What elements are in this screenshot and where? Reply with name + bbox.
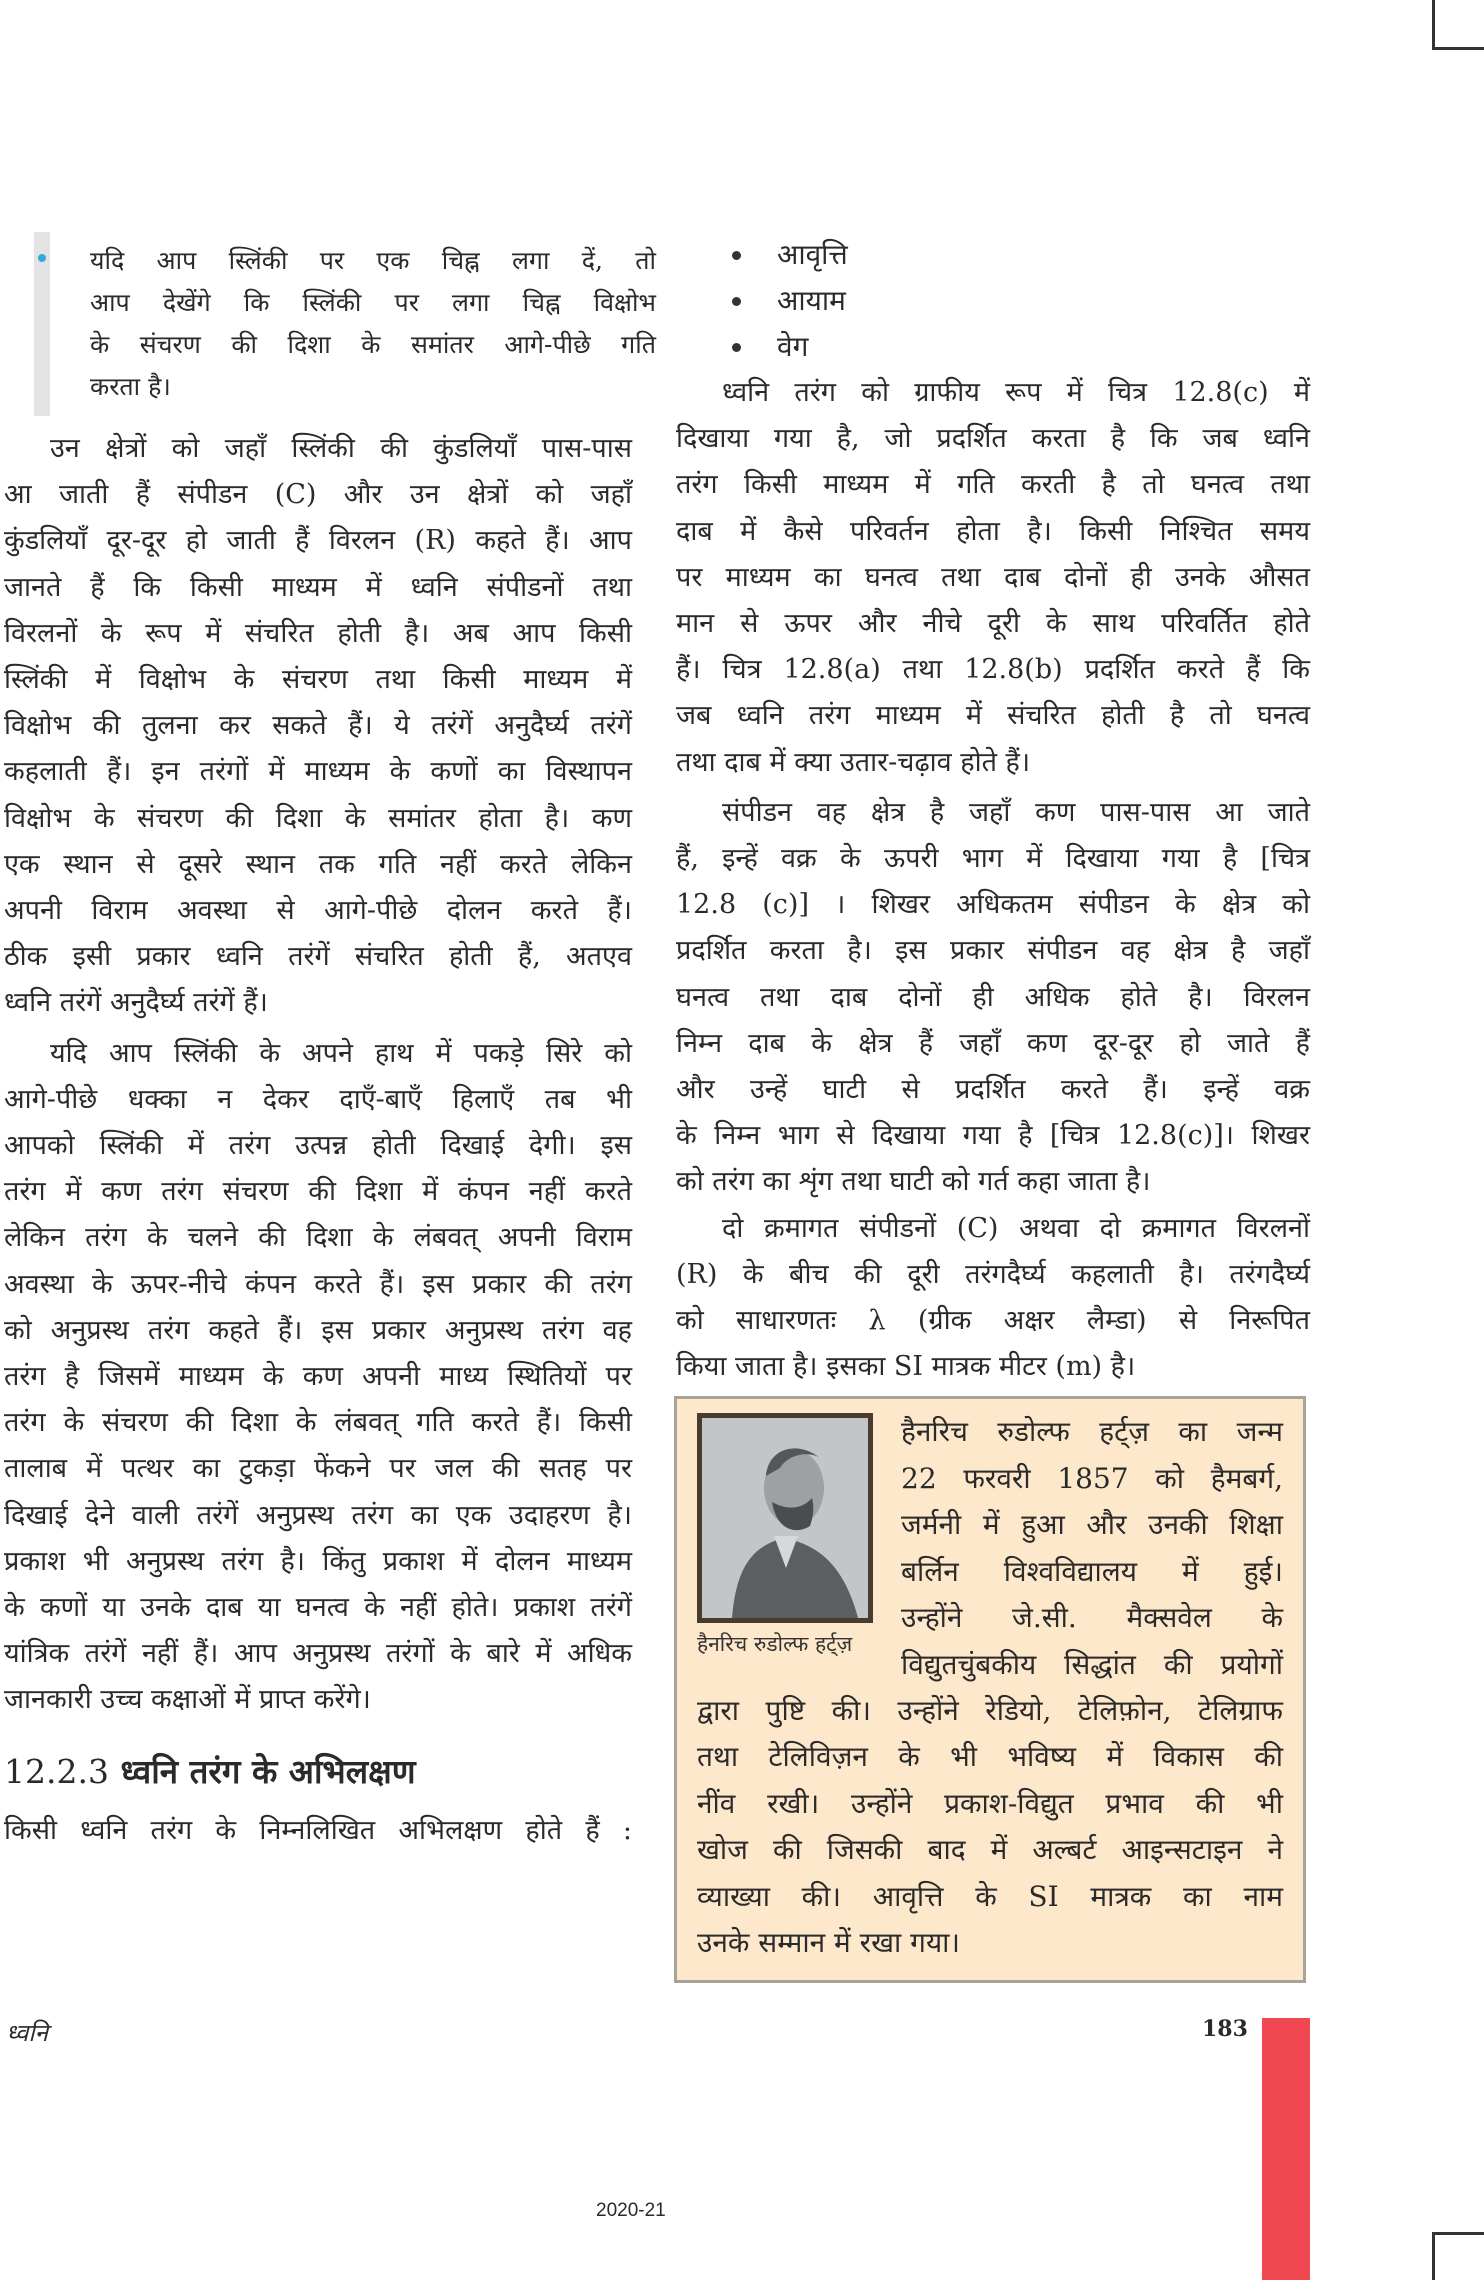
text-line: हैं, इन्हें वक्र के ऊपरी भाग में दिखाया गया है [चित्र <box>676 843 1310 875</box>
text-line: दाब में कैसे परिवर्तन होता है। किसी निश्चित समय <box>676 515 1310 547</box>
bullet-icon <box>732 343 741 352</box>
list-item-label: वेग <box>777 330 809 363</box>
text-line: नींव रखी। उन्होंने प्रकाश-विद्युत प्रभाव की भी <box>697 1786 1283 1820</box>
text-line: 12.8 (c)] । शिखर अधिकतम संपीडन के क्षेत्र को <box>676 889 1310 921</box>
section-number: 12.2.3 <box>4 1751 109 1791</box>
text-line: तथा टेलिविज़न के भी भविष्य में विकास की <box>697 1740 1283 1774</box>
text-line: तरंग के संचरण की दिशा के लंबवत् गति करते हैं। किसी <box>4 1407 632 1439</box>
text-line: तरंग है जिसमें माध्यम के कण अपनी माध्य स्थितियों पर <box>4 1361 632 1393</box>
portrait-caption: हैनरिच रुडोल्फ हर्ट्ज़ <box>697 1632 853 1657</box>
text-line: उन क्षेत्रों को जहाँ स्लिंकी की कुंडलियाँ पास-पास <box>50 433 632 464</box>
text-line: के निम्न भाग से दिखाया गया है [चित्र 12.8(c)]। शिखर <box>676 1120 1310 1152</box>
text-line: ध्वनि तरंगें अनुदैर्घ्य तरंगें हैं। <box>4 987 268 1019</box>
text-line: मान से ऊपर और नीचे दूरी के साथ परिवर्तित होते <box>676 608 1310 640</box>
text-line: दिखाई देने वाली तरंगें अनुप्रस्थ तरंग का एक उदाहरण है। <box>4 1499 632 1531</box>
footer-year: 2020-21 <box>596 2200 666 2221</box>
text-line: द्वारा पुष्टि की। उन्होंने रेडियो, टेलिफ़ोन, टेलिग्राफ <box>697 1693 1283 1727</box>
list-item <box>732 324 1310 370</box>
text-line: जानते हैं कि किसी माध्यम में ध्वनि संपीडनों तथा <box>4 571 632 603</box>
portrait-icon <box>702 1418 868 1618</box>
margin-note <box>34 232 656 416</box>
right-column <box>676 232 1310 1983</box>
paragraph-graphical-representation <box>676 370 1310 786</box>
text-line: कहलाती हैं। इन तरंगों में माध्यम के कणों का विस्थापन <box>4 756 632 788</box>
list-item-label: आयाम <box>777 284 846 317</box>
text-line: यांत्रिक तरंगें नहीं हैं। आप अनुप्रस्थ तरंगों के बारे में अधिक <box>4 1638 632 1670</box>
left-column <box>4 232 656 1854</box>
note-line: के संचरण की दिशा के समांतर आगे-पीछे गति <box>90 330 656 359</box>
text-line: प्रदर्शित करता है। इस प्रकार संपीडन वह क्षेत्र है जहाँ <box>676 935 1310 967</box>
text-line: तालाब में पत्थर का टुकड़ा फेंकने पर जल की सतह पर <box>4 1453 632 1485</box>
text-line: जानकारी उच्च कक्षाओं में प्राप्त करेंगे। <box>4 1684 371 1716</box>
text-line: उनके सम्मान में रखा गया। <box>697 1925 961 1959</box>
text-line: घनत्व तथा दाब दोनों ही अधिक होते है। विरलन <box>676 981 1310 1013</box>
crop-mark-bottom-right <box>1432 2232 1484 2280</box>
text-line: 22 फरवरी 1857 को हैमबर्ग, <box>901 1461 1283 1495</box>
paragraph-crest-trough <box>676 790 1310 1206</box>
note-line: आप देखेंगे कि स्लिंकी पर लगा चिह्न विक्षोभ <box>90 288 656 317</box>
text-line: उन्होंने जे.सी. मैक्सवेल के <box>901 1601 1283 1635</box>
text-line: एक स्थान से दूसरे स्थान तक गति नहीं करते लेकिन <box>4 848 632 880</box>
text-line: कुंडलियाँ दूर-दूर हो जाती हैं विरलन (R) कहते हैं। आप <box>4 525 632 557</box>
text-line: दिखाया गया है, जो प्रदर्शित करता है कि जब ध्वनि <box>676 423 1310 455</box>
text-line: किया जाता है। इसका SI मात्रक मीटर (m) है। <box>676 1351 1136 1383</box>
paragraph-compression-rarefaction <box>4 426 632 1027</box>
text-line: आपको स्लिंकी में तरंग उत्पन्न होती दिखाई देगी। इस <box>4 1130 632 1162</box>
note-line: करता है। <box>90 372 171 401</box>
text-line: विक्षोभ के संचरण की दिशा के समांतर होता है। कण <box>4 802 632 834</box>
crop-mark-top-right <box>1432 0 1484 50</box>
text-line: को तरंग का शृंग तथा घाटी को गर्त कहा जाता है। <box>676 1166 1151 1198</box>
list-item-label: आवृत्ति <box>777 238 848 271</box>
text-line: हैं। चित्र 12.8(a) तथा 12.8(b) प्रदर्शित करते हैं कि <box>676 654 1310 686</box>
text-line: यदि आप स्लिंकी के अपने हाथ में पकड़े सिरे को <box>50 1037 632 1069</box>
text-line: को साधारणतः λ (ग्रीक अक्षर लैम्डा) से निरूपित <box>676 1305 1310 1337</box>
text-line: ध्वनि तरंग को ग्राफीय रूप में चित्र 12.8(c) में <box>722 377 1310 408</box>
paragraph-transverse-waves <box>4 1031 632 1724</box>
footer-chapter-name: ध्वनि <box>6 2019 48 2047</box>
note-bullet-icon <box>38 254 46 262</box>
text-line: खोज की जिसकी बाद में अल्बर्ट आइन्सटाइन ने <box>697 1833 1283 1867</box>
characteristics-list <box>732 232 1310 370</box>
list-item <box>732 232 1310 278</box>
section-heading <box>4 1750 632 1794</box>
text-line: स्लिंकी में विक्षोभ के संचरण तथा किसी माध्यम में <box>4 664 632 696</box>
text-line: प्रकाश भी अनुप्रस्थ तरंग है। किंतु प्रकाश में दोलन माध्यम <box>4 1545 632 1577</box>
text-line: तथा दाब में क्या उतार-चढ़ाव होते हैं। <box>676 746 1031 778</box>
text-line: आगे-पीछे धक्का न देकर दाएँ-बाएँ हिलाएँ तब भी <box>4 1083 632 1115</box>
text-line: अपनी विराम अवस्था से आगे-पीछे दोलन करते हैं। <box>4 895 632 927</box>
bullet-icon <box>732 297 741 306</box>
text-line: लेकिन तरंग के चलने की दिशा के लंबवत् अपनी विराम <box>4 1222 632 1254</box>
portrait-figure <box>697 1413 887 1659</box>
text-line: के कणों या उनके दाब या घनत्व के नहीं होते। प्रकाश तरंगें <box>4 1592 632 1624</box>
text-line: विद्युतचुंबकीय सिद्धांत की प्रयोगों <box>901 1647 1283 1681</box>
list-item <box>732 278 1310 324</box>
paragraph-characteristics-intro <box>4 1808 632 1854</box>
text-line: बर्लिन विश्वविद्यालय में हुई। <box>901 1554 1283 1588</box>
page-number: 183 <box>1202 2016 1248 2042</box>
text-line: हैनरिच रुडोल्फ हर्ट्ज़ का जन्म <box>901 1415 1283 1449</box>
text-line: ठीक इसी प्रकार ध्वनि तरंगें संचरित होती हैं, अतएव <box>4 941 632 973</box>
text-line: अवस्था के ऊपर-नीचे कंपन करते हैं। इस प्रकार की तरंग <box>4 1268 632 1300</box>
text-line: संपीडन वह क्षेत्र है जहाँ कण पास-पास आ जाते <box>722 796 1310 828</box>
text-line: तरंग में कण तरंग संचरण की दिशा में कंपन नहीं करते <box>4 1176 632 1208</box>
section-title: ध्वनि तरंग के अभिलक्षण <box>120 1751 416 1791</box>
portrait-photo <box>697 1413 873 1623</box>
text-line: किसी ध्वनि तरंग के निम्नलिखित अभिलक्षण होते हैं : <box>4 1814 632 1846</box>
text-line: पर माध्यम का घनत्व तथा दाब दोनों ही उनके औसत <box>676 561 1310 593</box>
text-line: विरलनों के रूप में संचरित होती है। अब आप किसी <box>4 617 632 649</box>
page-edge-color-bar <box>1262 2018 1310 2280</box>
text-line: आ जाती हैं संपीडन (C) और उन क्षेत्रों को जहाँ <box>4 479 632 511</box>
text-line: को अनुप्रस्थ तरंग कहते हैं। इस प्रकार अनुप्रस्थ तरंग वह <box>4 1314 632 1346</box>
text-line: जर्मनी में हुआ और उनकी शिक्षा <box>901 1508 1283 1542</box>
text-line: तरंग किसी माध्यम में गति करती है तो घनत्व तथा <box>676 469 1310 501</box>
text-line: दो क्रमागत संपीडनों (C) अथवा दो क्रमागत विरलनों <box>722 1212 1310 1244</box>
bullet-icon <box>732 251 741 260</box>
hertz-biography-box <box>674 1396 1306 1983</box>
text-line: (R) के बीच की दूरी तरंगदैर्घ्य कहलाती है। तरंगदैर्घ्य <box>676 1258 1310 1290</box>
text-line: व्याख्या की। आवृत्ति के SI मात्रक का नाम <box>697 1879 1283 1913</box>
text-line: और उन्हें घाटी से प्रदर्शित करते हैं। इन्हें वक्र <box>676 1074 1310 1106</box>
text-line: निम्न दाब के क्षेत्र हैं जहाँ कण दूर-दूर हो जाते हैं <box>676 1027 1310 1059</box>
text-line: विक्षोभ की तुलना कर सकते हैं। ये तरंगें अनुदैर्घ्य तरंगें <box>4 710 632 742</box>
paragraph-wavelength <box>676 1206 1310 1391</box>
text-line: जब ध्वनि तरंग माध्यम में संचरित होती है तो घनत्व <box>676 700 1310 732</box>
note-line: यदि आप स्लिंकी पर एक चिह्न लगा दें, तो <box>90 246 656 275</box>
